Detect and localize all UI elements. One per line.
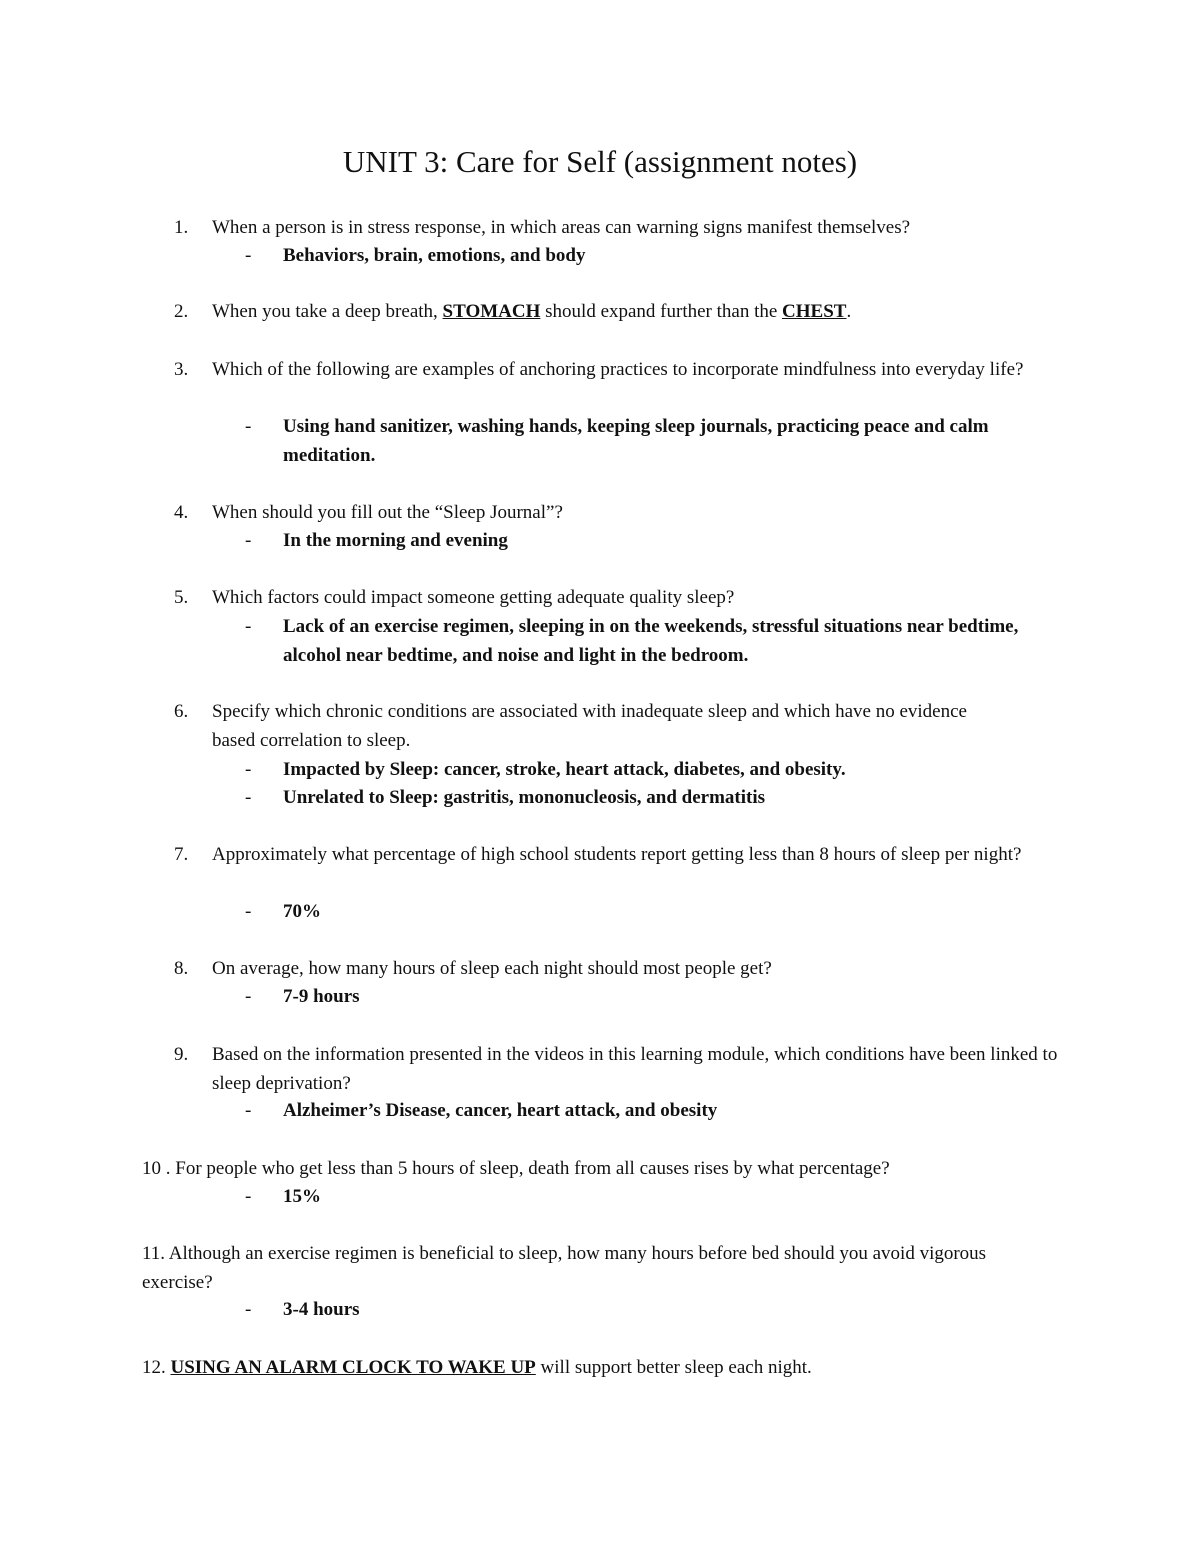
answer-9: [245, 1097, 1063, 1126]
question-2: [174, 298, 1112, 327]
question-number: 3.: [174, 359, 189, 380]
dash-bullet: -: [245, 759, 252, 780]
dash-bullet: -: [245, 1186, 252, 1207]
question-text: Specify which chronic conditions are associated with inadequate sleep and which have no evidence based correlation to sleep.: [212, 701, 967, 751]
dash-bullet: -: [245, 1299, 252, 1320]
dash-bullet: -: [245, 530, 252, 551]
answer-text: 7-9 hours: [283, 986, 360, 1007]
answer-text: Using hand sanitizer, washing hands, keeping sleep journals, practicing peace and calm meditation.: [283, 416, 989, 466]
answer-text: Alzheimer’s Disease, cancer, heart attack, and obesity: [283, 1100, 718, 1121]
question-5: [174, 584, 1112, 613]
answer-11: [245, 1296, 1063, 1325]
question-3: [174, 356, 1042, 385]
answer-text: Behaviors, brain, emotions, and body: [283, 245, 586, 266]
answer-10: [245, 1183, 1063, 1212]
question-text: On average, how many hours of sleep each night should most people get?: [212, 958, 772, 979]
question-text: When you take a deep breath, STOMACH should expand further than the CHEST.: [212, 301, 852, 322]
question-number: 2.: [174, 301, 189, 322]
fill-in-answer: USING AN ALARM CLOCK TO WAKE UP: [170, 1357, 536, 1378]
answer-7: [245, 898, 1063, 927]
answer-3: [245, 413, 1053, 470]
answer-text: 3-4 hours: [283, 1299, 360, 1320]
answer-1: [245, 242, 1063, 271]
question-text: Based on the information presented in the videos in this learning module, which conditions have been linked to sleep deprivation?: [212, 1044, 1058, 1094]
question-11: [142, 1240, 1032, 1297]
question-number: 9.: [174, 1044, 189, 1065]
question-number: 7.: [174, 844, 189, 865]
answer-text: Lack of an exercise regimen, sleeping in on the weekends, stressful situations near bedtime, alcohol near bedtime, and noise and light in the bedroom.: [283, 616, 1019, 666]
answer-text: 15%: [283, 1186, 321, 1207]
dash-bullet: -: [245, 901, 252, 922]
answer-4: [245, 527, 1063, 556]
question-number: 11.: [142, 1243, 166, 1264]
question-text: Which of the following are examples of anchoring practices to incorporate mindfulness into everyday life?: [212, 359, 1024, 380]
dash-bullet: -: [245, 986, 252, 1007]
question-text: For people who get less than 5 hours of sleep, death from all causes rises by what percentage?: [175, 1158, 890, 1179]
answer-text: Impacted by Sleep: cancer, stroke, heart attack, diabetes, and obesity.: [283, 759, 846, 780]
dash-bullet: -: [245, 787, 252, 808]
question-10: [142, 1155, 1042, 1184]
question-number: 4.: [174, 502, 189, 523]
answer-text: In the morning and evening: [283, 530, 508, 551]
question-text: Although an exercise regimen is beneficial to sleep, how many hours before bed should you avoid vigorous exercise?: [142, 1243, 987, 1293]
question-text: When should you fill out the “Sleep Journal”?: [212, 502, 563, 523]
question-7: [174, 841, 1052, 870]
answer-6b: [245, 784, 1063, 813]
question-number: 5.: [174, 587, 189, 608]
question-number: 6.: [174, 701, 189, 722]
fill-in-answer: CHEST: [782, 301, 847, 322]
question-1: [174, 214, 1112, 243]
dash-bullet: -: [245, 245, 252, 266]
question-number: 1.: [174, 217, 189, 238]
question-number: 12.: [142, 1357, 166, 1378]
answer-text: Unrelated to Sleep: gastritis, mononucleosis, and dermatitis: [283, 787, 766, 808]
question-4: [174, 499, 1112, 528]
question-number: 8.: [174, 958, 189, 979]
fill-in-answer: STOMACH: [442, 301, 541, 322]
page-title: UNIT 3: Care for Self (assignment notes): [342, 144, 858, 179]
question-6: [174, 698, 1012, 755]
answer-6a: [245, 756, 1063, 785]
question-12: [142, 1354, 1042, 1383]
answer-text: 70%: [283, 901, 321, 922]
question-9: [174, 1041, 1062, 1098]
question-8: [174, 955, 1112, 984]
dash-bullet: -: [245, 416, 252, 437]
question-text: Approximately what percentage of high school students report getting less than 8 hours of sleep per night?: [212, 844, 1022, 865]
question-number: 10 .: [142, 1158, 171, 1179]
question-text: When a person is in stress response, in which areas can warning signs manifest themselves?: [212, 217, 911, 238]
dash-bullet: -: [245, 616, 252, 637]
question-text: will support better sleep each night.: [535, 1357, 812, 1378]
answer-8: [245, 983, 1063, 1012]
answer-5: [245, 613, 1043, 670]
dash-bullet: -: [245, 1100, 252, 1121]
question-text: Which factors could impact someone getting adequate quality sleep?: [212, 587, 735, 608]
